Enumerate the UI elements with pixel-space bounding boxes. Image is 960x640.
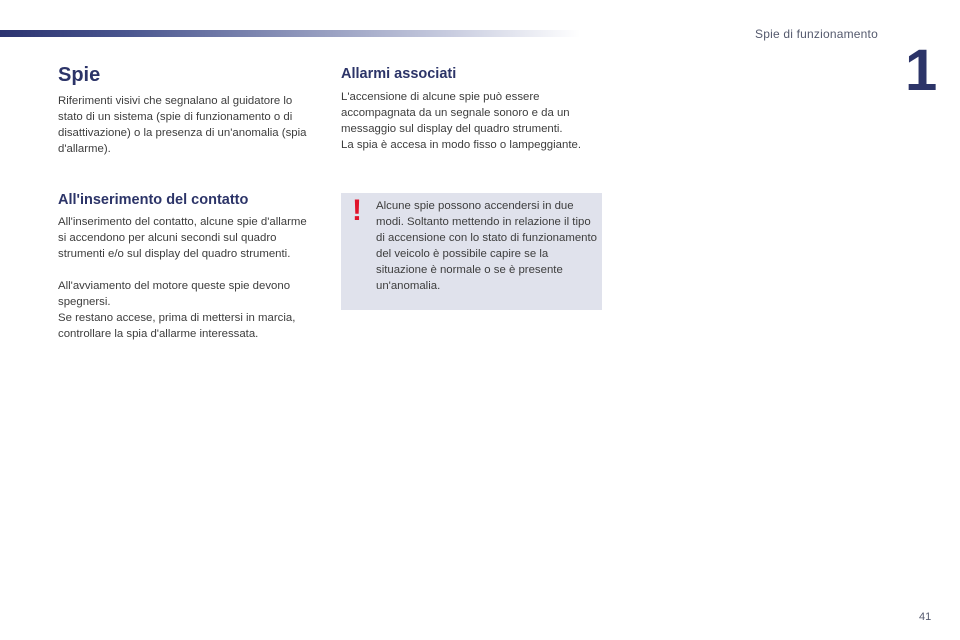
- allarmi-heading: Allarmi associati: [341, 66, 457, 82]
- page-number: 41: [919, 611, 932, 623]
- running-header-title: Spie di funzionamento: [755, 27, 878, 41]
- spie-heading: Spie: [58, 64, 101, 86]
- allarmi-paragraph-2: La spia è accesa in modo fisso o lampeggiante.: [341, 139, 581, 151]
- spie-description: Riferimenti visivi che segnalano al guidatore lo stato di un sistema (spie di funzionamento o di disattivazione) o la presenza di un'anomalia (spia d'allarme).: [58, 95, 307, 155]
- inserimento-paragraph-3: Se restano accese, prima di mettersi in marcia, controllare la spia d'allarme interessata.: [58, 312, 296, 340]
- inserimento-heading: All'inserimento del contatto: [58, 192, 249, 208]
- warning-text: Alcune spie possono accendersi in due modi. Soltanto mettendo in relazione il tipo di accensione con lo stato di funzionamento del veicolo è possibile capire se la situazione è normale o se è presente un'anomalia.: [376, 200, 597, 292]
- allarmi-paragraph-1: L'accensione di alcune spie può essere accompagnata da un segnale sonoro e da un messaggio sul display del quadro strumenti.: [341, 91, 570, 135]
- inserimento-paragraph-2: All'avviamento del motore queste spie devono spegnersi.: [58, 280, 291, 308]
- header-color-bar: [0, 30, 580, 37]
- exclamation-warning-icon: !: [352, 194, 362, 227]
- chapter-number: 1: [905, 38, 938, 103]
- inserimento-paragraph-1: All'inserimento del contatto, alcune spie d'allarme si accendono per alcuni secondi sul quadro strumenti e/o sul display del quadro strumenti.: [58, 216, 307, 260]
